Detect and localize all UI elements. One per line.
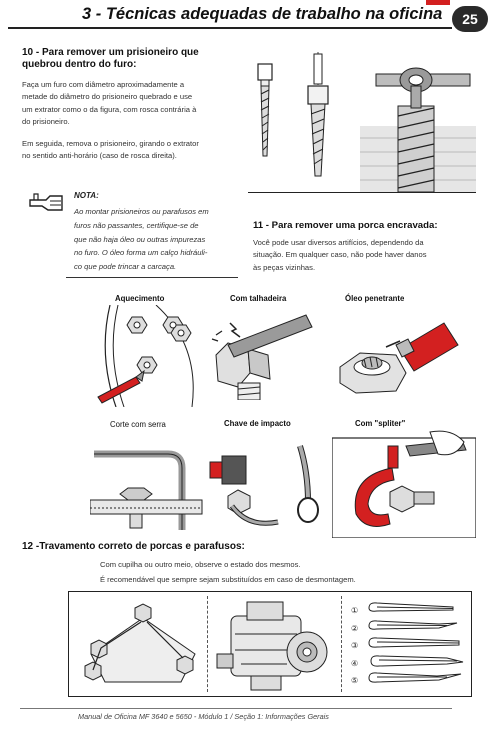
heating-image [96,305,202,407]
method-caption-talhadeira: Com talhadeira [230,294,287,303]
method-caption-aquecimento: Aquecimento [115,294,165,303]
page-number-badge: 25 [452,6,488,32]
note-line: Ao montar prisioneiros ou parafusos em [74,207,209,216]
note-line: no furo. O óleo forma um calço hidráuli- [74,248,208,258]
extractor-illustration [248,46,476,192]
note-line: co que pode trincar a carcaça. [74,262,177,272]
pin-number: ② [351,623,359,633]
section10-p2-line: Em seguida, remova o prisioneiro, girando o extrator [22,139,199,148]
section10-heading-line1: 10 - Para remover um prisioneiro que [22,47,199,58]
extractor-figure [248,46,476,193]
section12-heading: 12 -Travamento correto de porcas e parafusos: [22,541,245,552]
penetrating-oil-image [326,305,462,407]
section10-paragraph1 [22,79,244,129]
section11-line: às peças vizinhas. [253,262,316,272]
saw-cut-image [90,432,206,530]
pin-number: ① [351,606,359,615]
note-label: NOTA: [74,191,99,200]
method-caption-impacto: Chave de impacto [224,419,291,428]
note-body [74,205,240,274]
pin-number: ④ [351,658,359,668]
note-line: que não haja óleo ou outras impurezas [74,234,206,244]
section10-paragraph2 [22,138,244,163]
section11-line: situação. Em qualquer caso, não pode haver danos [253,250,427,260]
locking-figure [68,591,472,697]
injection-pump-illustration [211,594,339,694]
section10-p2-line: no sentido anti-horário (caso de rosca direita). [22,151,177,161]
method-caption-serra: Corte com serra [110,420,166,429]
splitter-image [332,428,476,538]
section11-heading: 11 - Para remover uma porca encravada: [253,220,438,231]
note-rule [66,277,238,278]
pin-number: ③ [351,641,359,650]
method-caption-spliter: Com "spliter" [355,419,406,428]
header-rule [8,27,452,29]
section10-p1-line: metade do diâmetro do prisioneiro quebrado e use [22,92,193,102]
note-hand-icon [28,190,66,216]
chisel-image [208,305,314,400]
page-title: 3 - Técnicas adequadas de trabalho na oficina [82,5,443,23]
section10-p1-line: um extrator como o da figura, com rosca contrária à [22,104,197,114]
cotter-pins-illustration [367,600,467,692]
section11-body [253,237,475,274]
section12-line: É recomendável que sempre sejam substituídos em caso de desmontagem. [100,575,356,584]
section10-p1-line: do prisioneiro. [22,117,70,127]
figure-divider [207,596,208,692]
pin-number-column [351,602,358,690]
lockwire-illustration [71,594,205,694]
method-caption-oleo: Óleo penetrante [345,294,405,303]
section10-heading-line2: quebrou dentro do furo: [22,59,137,70]
section10-p1-line: Faça um furo com diâmetro aproximadamente a [22,80,185,89]
section12-line: Com cupilha ou outro meio, observe o estado dos mesmos. [100,560,301,569]
impact-wrench-image [208,442,324,532]
footer-rule [20,708,452,709]
note-line: furos não passantes, certifique-se de [74,220,199,230]
section12-body [100,557,356,587]
section10-heading [22,47,199,71]
figure-divider [341,596,342,692]
footer-text: Manual de Oficina MF 3640 e 5650 - Módulo 1 / Seção 1: Informações Gerais [78,712,329,721]
section11-line: Você pode usar diversos artifícios, dependendo da [253,238,424,247]
pin-number: ⑤ [351,676,359,685]
